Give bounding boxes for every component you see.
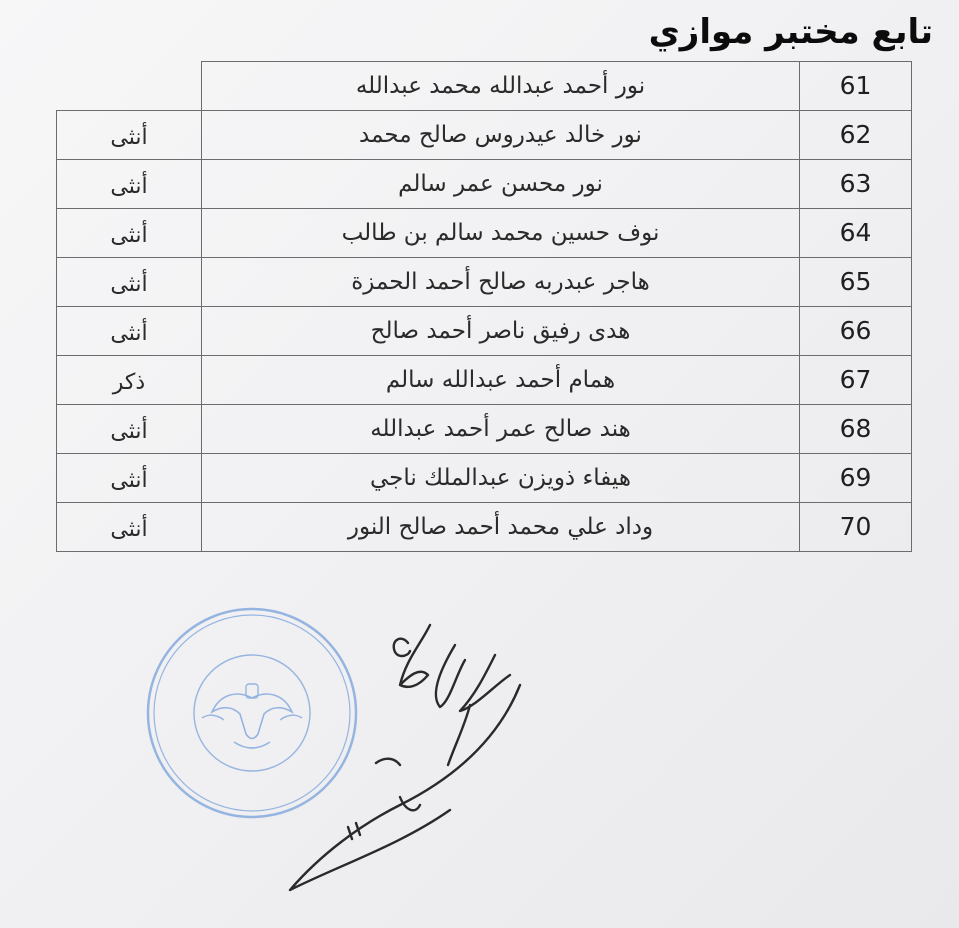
name-cell: هيفاء ذويزن عبدالملك ناجي xyxy=(202,453,800,502)
number-cell: 61 xyxy=(800,62,912,111)
table-row xyxy=(57,257,912,306)
number-cell: 69 xyxy=(800,453,912,502)
gender-cell: ذكر xyxy=(57,355,202,404)
name-cell: وداد علي محمد أحمد صالح النور xyxy=(202,502,800,551)
page-title: تابع مختبر موازي xyxy=(648,12,933,52)
number-cell: 65 xyxy=(800,257,912,306)
gender-cell: أنثى xyxy=(57,404,202,453)
number-cell: 63 xyxy=(800,159,912,208)
name-cell: نور خالد عيدروس صالح محمد xyxy=(202,110,800,159)
gender-cell: أنثى xyxy=(57,502,202,551)
handwritten-signature xyxy=(280,615,580,905)
name-cell: نور محسن عمر سالم xyxy=(202,159,800,208)
number-cell: 66 xyxy=(800,306,912,355)
number-cell: 67 xyxy=(800,355,912,404)
table-row xyxy=(57,502,912,551)
gender-cell: أنثى xyxy=(57,306,202,355)
table-row xyxy=(57,453,912,502)
gender-cell: أنثى xyxy=(57,159,202,208)
table-row xyxy=(57,110,912,159)
number-cell: 70 xyxy=(800,502,912,551)
gender-cell: أنثى xyxy=(57,208,202,257)
table-row xyxy=(57,355,912,404)
table-row xyxy=(57,404,912,453)
gender-cell xyxy=(57,62,202,111)
gender-cell: أنثى xyxy=(57,110,202,159)
gender-cell: أنثى xyxy=(57,453,202,502)
name-cell: هند صالح عمر أحمد عبدالله xyxy=(202,404,800,453)
table-row xyxy=(57,62,912,111)
table-row xyxy=(57,159,912,208)
gender-cell: أنثى xyxy=(57,257,202,306)
name-cell: نور أحمد عبدالله محمد عبدالله xyxy=(202,62,800,111)
name-cell: همام أحمد عبدالله سالم xyxy=(202,355,800,404)
table-row xyxy=(57,208,912,257)
name-cell: هاجر عبدربه صالح أحمد الحمزة xyxy=(202,257,800,306)
table-row xyxy=(57,306,912,355)
students-table xyxy=(56,61,912,552)
number-cell: 68 xyxy=(800,404,912,453)
number-cell: 62 xyxy=(800,110,912,159)
number-cell: 64 xyxy=(800,208,912,257)
name-cell: هدى رفيق ناصر أحمد صالح xyxy=(202,306,800,355)
name-cell: نوف حسين محمد سالم بن طالب xyxy=(202,208,800,257)
